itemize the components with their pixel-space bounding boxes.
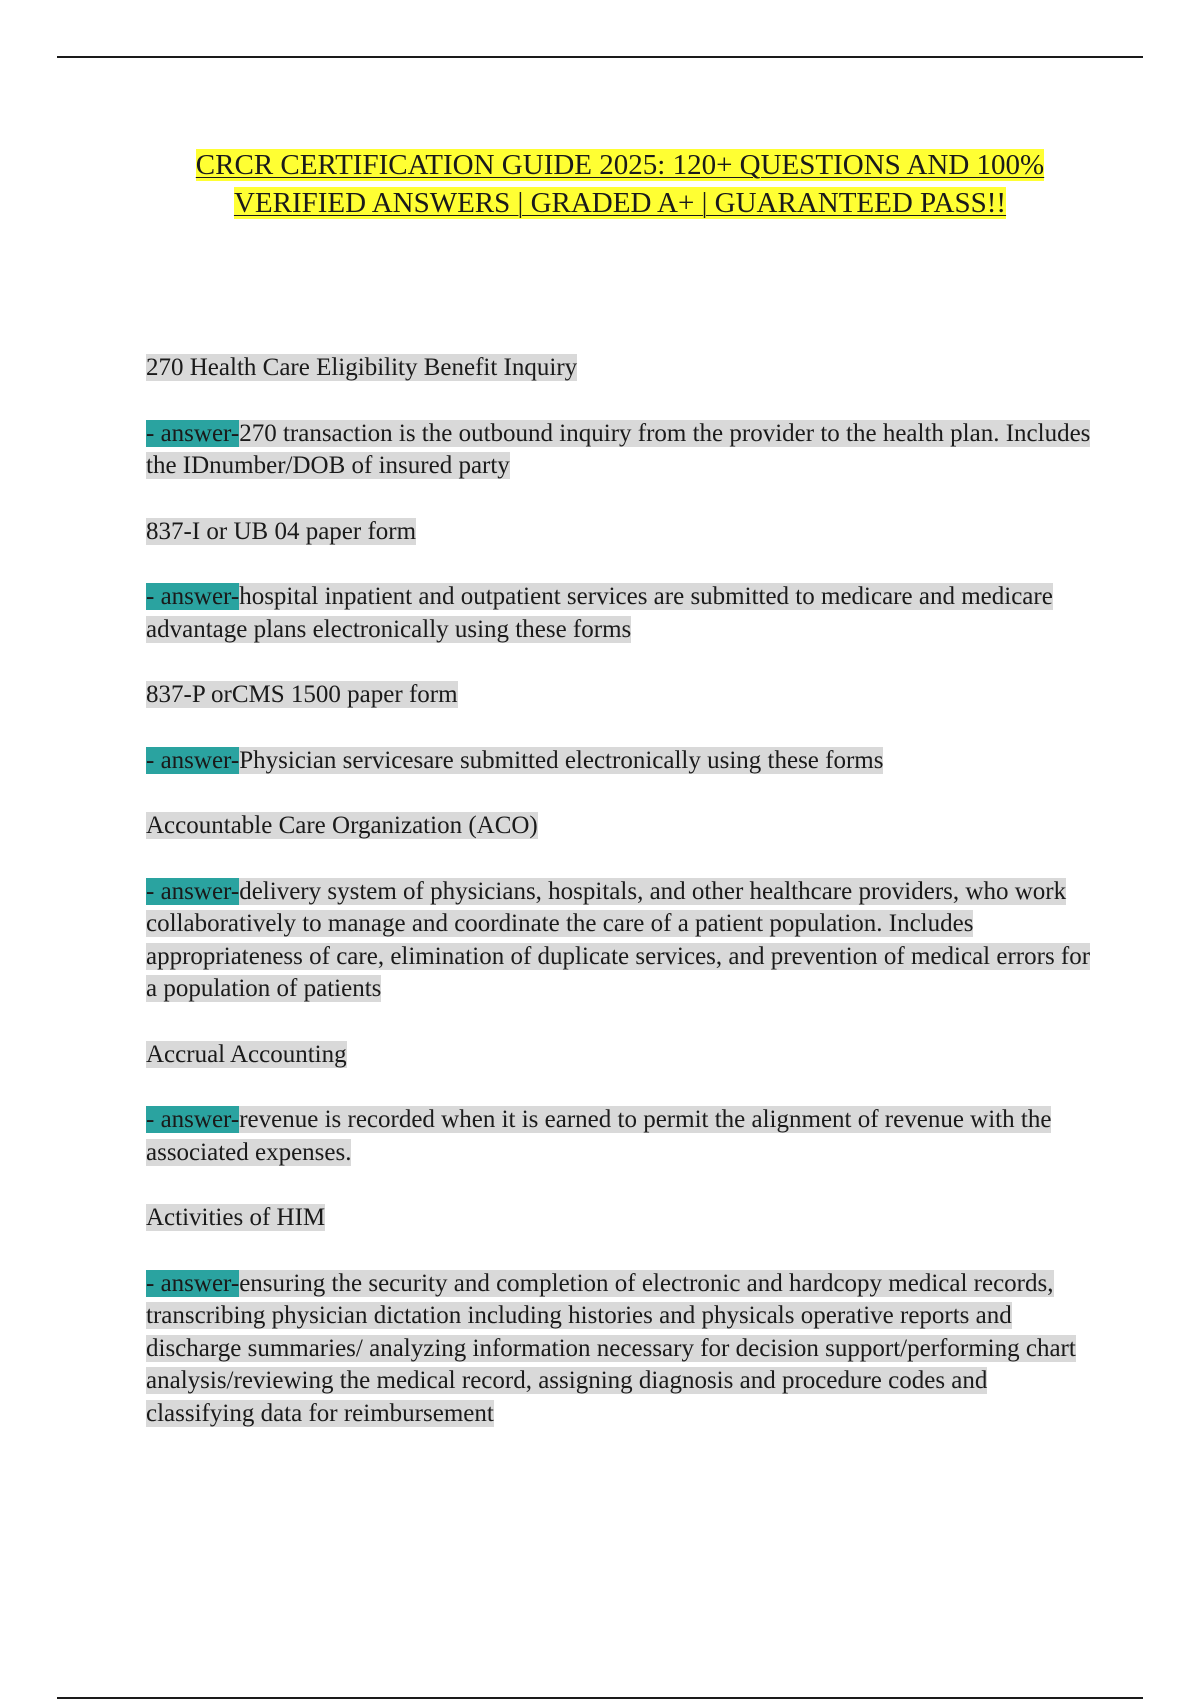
top-rule xyxy=(57,56,1143,58)
qa-item xyxy=(146,352,1096,483)
document-title-text: CRCR CERTIFICATION GUIDE 2025: 120+ QUESTIONS AND 100% VERIFIED ANSWERS | GRADED A+ | GUARANTEED PASS!! xyxy=(195,149,1045,219)
term-text: 837-P orCMS 1500 paper form xyxy=(146,681,458,708)
term xyxy=(146,516,1096,549)
term xyxy=(146,810,1096,843)
answer-text: ensuring the security and completion of electronic and hardcopy medical records, transcribing physician dictation including histories and physicals operative reports and discharge summaries/ analyzing information necessary for decision support/performing chart analysis/reviewing the medical record, assigning diagnosis and procedure codes and classifying data for reimbursement xyxy=(146,1269,1076,1427)
answer-text: delivery system of physicians, hospitals, and other healthcare providers, who work collaboratively to manage and coordinate the care of a patient population. Includes appropriateness of care, elimination of duplicate services, and prevention of medical errors for a population of patients xyxy=(146,877,1091,1002)
term-text: Activities of HIM xyxy=(146,1204,326,1231)
qa-list xyxy=(146,352,1096,1463)
answer xyxy=(146,581,1096,646)
answer-prefix: - answer- xyxy=(146,419,240,447)
term xyxy=(146,679,1096,712)
term xyxy=(146,1039,1096,1072)
answer-text: hospital inpatient and outpatient services are submitted to medicare and medicare advantage plans electronically using these forms xyxy=(146,583,1053,643)
answer-prefix: - answer- xyxy=(146,1269,240,1297)
term-text: Accountable Care Organization (ACO) xyxy=(146,812,538,839)
term xyxy=(146,1202,1096,1235)
answer xyxy=(146,745,1096,778)
answer xyxy=(146,1104,1096,1169)
answer-prefix: - answer- xyxy=(146,583,240,610)
answer xyxy=(146,876,1096,1006)
answer-prefix: - answer- xyxy=(146,877,240,905)
answer-text: 270 transaction is the outbound inquiry from the provider to the health plan. Includes the IDnumber/DOB of insured party xyxy=(146,419,1091,479)
qa-item xyxy=(146,679,1096,777)
document-title xyxy=(140,146,1100,222)
qa-item xyxy=(146,516,1096,647)
term-text: Accrual Accounting xyxy=(146,1040,347,1068)
answer xyxy=(146,1268,1096,1431)
term-text: 270 Health Care Eligibility Benefit Inquiry xyxy=(146,354,578,381)
answer-prefix: - answer- xyxy=(146,1106,240,1133)
qa-item xyxy=(146,1202,1096,1430)
answer-text: revenue is recorded when it is earned to permit the alignment of revenue with the associated expenses. xyxy=(146,1106,1052,1166)
answer-text: Physician servicesare submitted electronically using these forms xyxy=(239,746,884,774)
bottom-rule xyxy=(57,1697,1143,1699)
answer-prefix: - answer- xyxy=(146,746,240,774)
term-text: 837-I or UB 04 paper form xyxy=(146,517,417,545)
term xyxy=(146,352,1096,385)
qa-item xyxy=(146,1039,1096,1170)
answer xyxy=(146,418,1096,483)
qa-item xyxy=(146,810,1096,1006)
